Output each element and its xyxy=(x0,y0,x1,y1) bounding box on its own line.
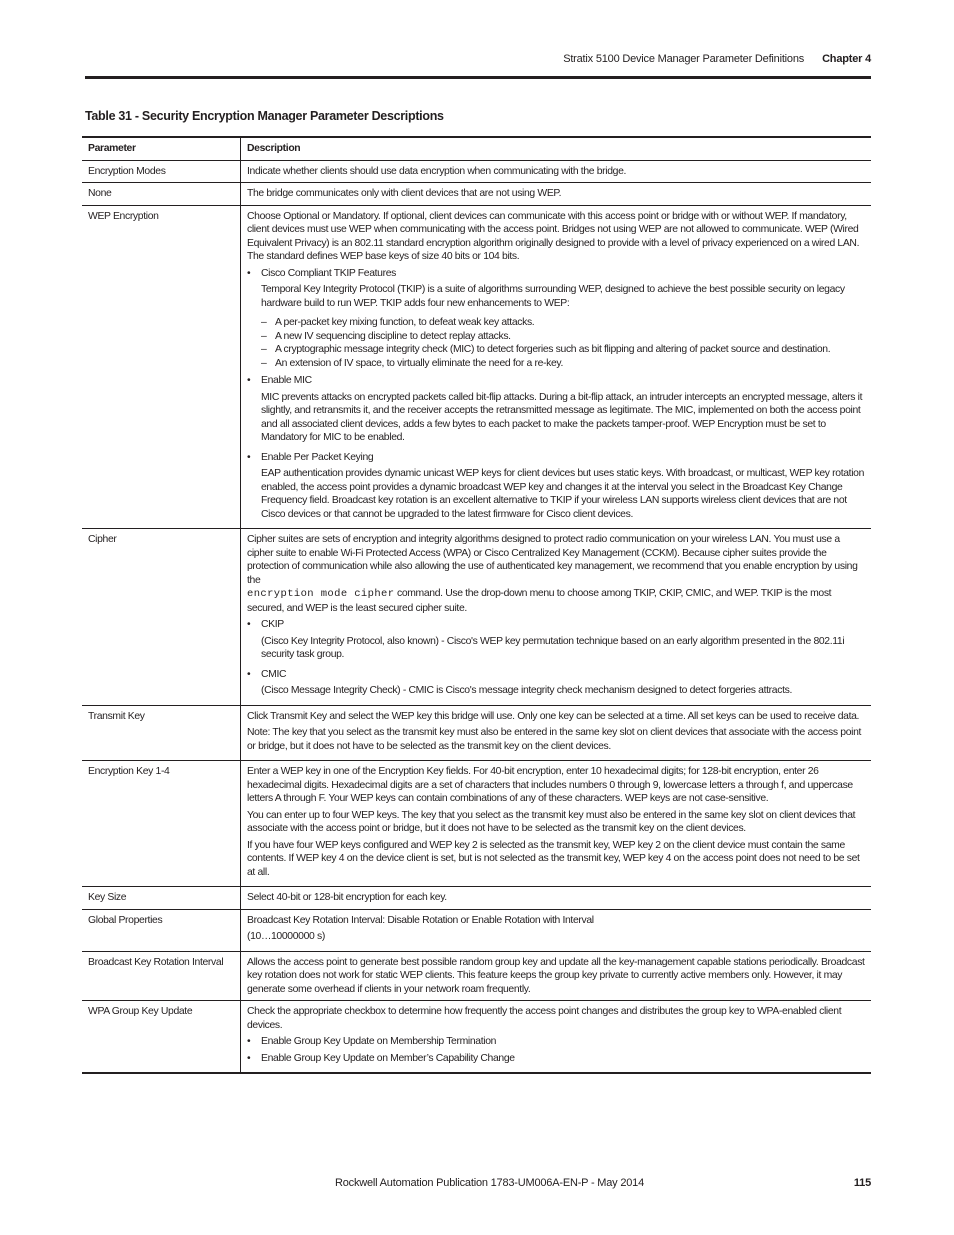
description-cell xyxy=(241,909,872,951)
interval-range: (10…10000000 s) xyxy=(247,931,325,942)
table-row xyxy=(82,761,871,887)
parameter-cell: WPA Group Key Update xyxy=(82,1001,241,1074)
table-row xyxy=(82,705,871,761)
table-row xyxy=(82,160,871,183)
bullet-item: • Enable Group Key Update on Membership Termination xyxy=(247,1035,865,1049)
parameter-cell: Transmit Key xyxy=(82,705,241,761)
bullet-item: • Enable MIC xyxy=(247,374,865,388)
note-paragraph: Note: The key that you select as the transmit key must also be entered in the same key slot on client devices that associate with the access point or bridge, but it does not have to be selected as the transmit key on the client devices. xyxy=(247,727,862,752)
description-cell: Select 40-bit or 128-bit encryption for each key. xyxy=(241,887,872,910)
bullet-detail: MIC prevents attacks on encrypted packets called bit-flip attacks. During a bit-flip attack, an intruder intercepts an encrypted message, alters it slightly, and retransmits it, and the receiver accepts the retransmitted message as legitimate. The MIC, implemented on both the access point and all associated client devices, adds a few bytes to each packet to make the packets tamper-proof. WEP Encryption must be set to Mandatory for MIC to be enabled. xyxy=(261,391,863,443)
table-row xyxy=(82,887,871,910)
bullet-detail: EAP authentication provides dynamic unicast WEP keys for client devices but uses static keys. With broadcast, or multicast, WEP key rotation enabled, the access point provides a dynamic broadcast WEP key and changes it at the interval you select in the Broadcast Key Change Frequency field. Broadcast key rotation is an excellent alternative to TKIP if your wireless LAN supports wireless client devices that are not Cisco devices or that cannot be upgraded to the latest firmware for Cisco client devices. xyxy=(261,468,865,520)
table-header-row xyxy=(82,137,871,160)
bullet-detail: (Cisco Message Integrity Check) - CMIC is Cisco's message integrity check mechanism designed to detect forgeries attracts. xyxy=(261,685,792,696)
parameter-cell: Encryption Key 1-4 xyxy=(82,761,241,887)
parameter-cell: Key Size xyxy=(82,887,241,910)
description-paragraph: Enter a WEP key in one of the Encryption Key fields. For 40-bit encryption, enter 10 hexadecimal digits; for 128-bit encryption, enter 26 hexadecimal digits. Hexadecimal digits are a set of characters that includes numbers 0 through 9, lowercase letters a through f, and uppercase letters A through F. Your WEP keys can contain combinations of any of these characters. WEP keys are not case-sensitive. xyxy=(247,766,853,804)
section-title: Stratix 5100 Device Manager Parameter Definitions xyxy=(563,53,805,65)
table-row xyxy=(82,909,871,951)
dash-item: – A new IV sequencing discipline to detect replay attacks. xyxy=(247,330,865,344)
description-cell xyxy=(241,705,872,761)
parameter-cell: Cipher xyxy=(82,529,241,706)
description-cell: Indicate whether clients should use data encryption when communicating with the bridge. xyxy=(241,160,872,183)
table-row xyxy=(82,205,871,529)
parameter-cell: None xyxy=(82,183,241,206)
command-code: encryption mode cipher xyxy=(247,588,395,600)
description-cell xyxy=(241,529,872,706)
bullet-item: • Enable Group Key Update on Member’s Capability Change xyxy=(247,1052,865,1066)
description-paragraph: You can enter up to four WEP keys. The key that you select as the transmit key must also be entered in the same key slot on client devices that associate with the access point or bridge, but it does not have to be selected as the transmit key on the client devices. xyxy=(247,809,856,834)
parameter-cell: WEP Encryption xyxy=(82,205,241,529)
bullet-item: • Cisco Compliant TKIP Features xyxy=(247,267,865,281)
description-paragraph: Choose Optional or Mandatory. If optional, client devices can communicate with this access point or bridge with or without WEP. If mandatory, client devices must use WEP when communicating with the access point. Bridges not using WEP are not allowed to communicate. WEP (Wired Equivalent Privacy) is an 802.11 standard encryption algorithm originally designed to provide with a level of privacy experienced on a wired LAN. The standard defines WEP base keys of size 40 bits or 104 bits. xyxy=(247,210,860,262)
parameter-cell: Global Properties xyxy=(82,909,241,951)
table-row xyxy=(82,183,871,206)
description-paragraph: If you have four WEP keys configured and WEP key 2 is selected as the transmit key, WEP key 2 on the client device must contain the same contents. If WEP key 4 on the device client is set, but is not selected as the transmit key, WEP key 4 on the access point does not need to be set at all. xyxy=(247,839,860,878)
description-cell xyxy=(241,205,872,529)
table-row xyxy=(82,951,871,1001)
description-cell xyxy=(241,761,872,887)
parameter-cell: Broadcast Key Rotation Interval xyxy=(82,951,241,1001)
dash-item: – A cryptographic message integrity check (MIC) to detect forgeries such as bit flipping and altering of packet source and destination. xyxy=(247,343,865,357)
description-paragraph xyxy=(247,533,865,615)
table-row xyxy=(82,529,871,706)
column-header-parameter: Parameter xyxy=(82,137,241,160)
paragraph-text: Cipher suites are sets of encryption and integrity algorithms designed to protect radio communication on your wireless LAN. You must use a cipher suite to enable Wi-Fi Protected Access (WPA) or Cisco Centralized Key Management (CCKM). Because cipher suites provide the protection of communication while also allowing the use of authenticated key management, we recommend that you enable encryption by using the xyxy=(247,534,858,586)
bullet-detail: Temporal Key Integrity Protocol (TKIP) is a suite of algorithms surrounding WEP, designed to achieve the best possible security on legacy hardware build to run WEP. TKIP adds four new enhancements to WEP: xyxy=(261,284,845,309)
description-cell: The bridge communicates only with client devices that are not using WEP. xyxy=(241,183,872,206)
table-row xyxy=(82,1001,871,1074)
dash-item: – An extension of IV space, to virtually eliminate the need for a re-key. xyxy=(247,357,865,371)
table-title: Table 31 - Security Encryption Manager Parameter Descriptions xyxy=(85,109,444,123)
dash-item: – A per-packet key mixing function, to defeat weak key attacks. xyxy=(247,316,865,330)
bullet-item: • Enable Per Packet Keying xyxy=(247,451,865,465)
chapter-label: Chapter 4 xyxy=(822,53,871,65)
parameter-cell: Encryption Modes xyxy=(82,160,241,183)
dash-list xyxy=(247,316,865,370)
page-number: 115 xyxy=(853,1177,871,1189)
bullet-item: • CMIC xyxy=(247,668,865,682)
bullet-item: • CKIP xyxy=(247,618,865,632)
description-cell xyxy=(241,1001,872,1074)
column-header-description: Description xyxy=(247,143,301,154)
bullet-detail: (Cisco Key Integrity Protocol, also known) - Cisco's WEP key permutation technique based on an early algorithm presented in the 802.11i security task group. xyxy=(261,635,845,660)
description-paragraph: Check the appropriate checkbox to determine how frequently the access point changes and distributes the group key to WPA-enabled client devices. xyxy=(247,1006,842,1031)
paragraph-text: command. Use the drop-down menu to choose among TKIP, CKIP, CMIC, and WEP. TKIP is the most secured, and WEP is the least secured cipher suite. xyxy=(247,588,832,614)
header-rule xyxy=(85,76,871,79)
description-cell: Allows the access point to generate best possible random group key and update all the key-management capable stations periodically. Broadcast key rotation does not work for static WEP clients. This feature keeps the group key private to currently active members only. However, it may generate some overhead if clients in your network roam frequently. xyxy=(241,951,872,1001)
parameter-table xyxy=(82,136,871,1074)
description-paragraph: Broadcast Key Rotation Interval: Disable Rotation or Enable Rotation with Interval xyxy=(247,914,594,926)
description-paragraph: Click Transmit Key and select the WEP key this bridge will use. Only one key can be selected at a time. All set keys can be used to receive data. xyxy=(247,710,860,722)
publication-number: Rockwell Automation Publication 1783-UM006A-EN-P - May 2014 xyxy=(335,1177,644,1189)
running-header xyxy=(563,53,871,65)
